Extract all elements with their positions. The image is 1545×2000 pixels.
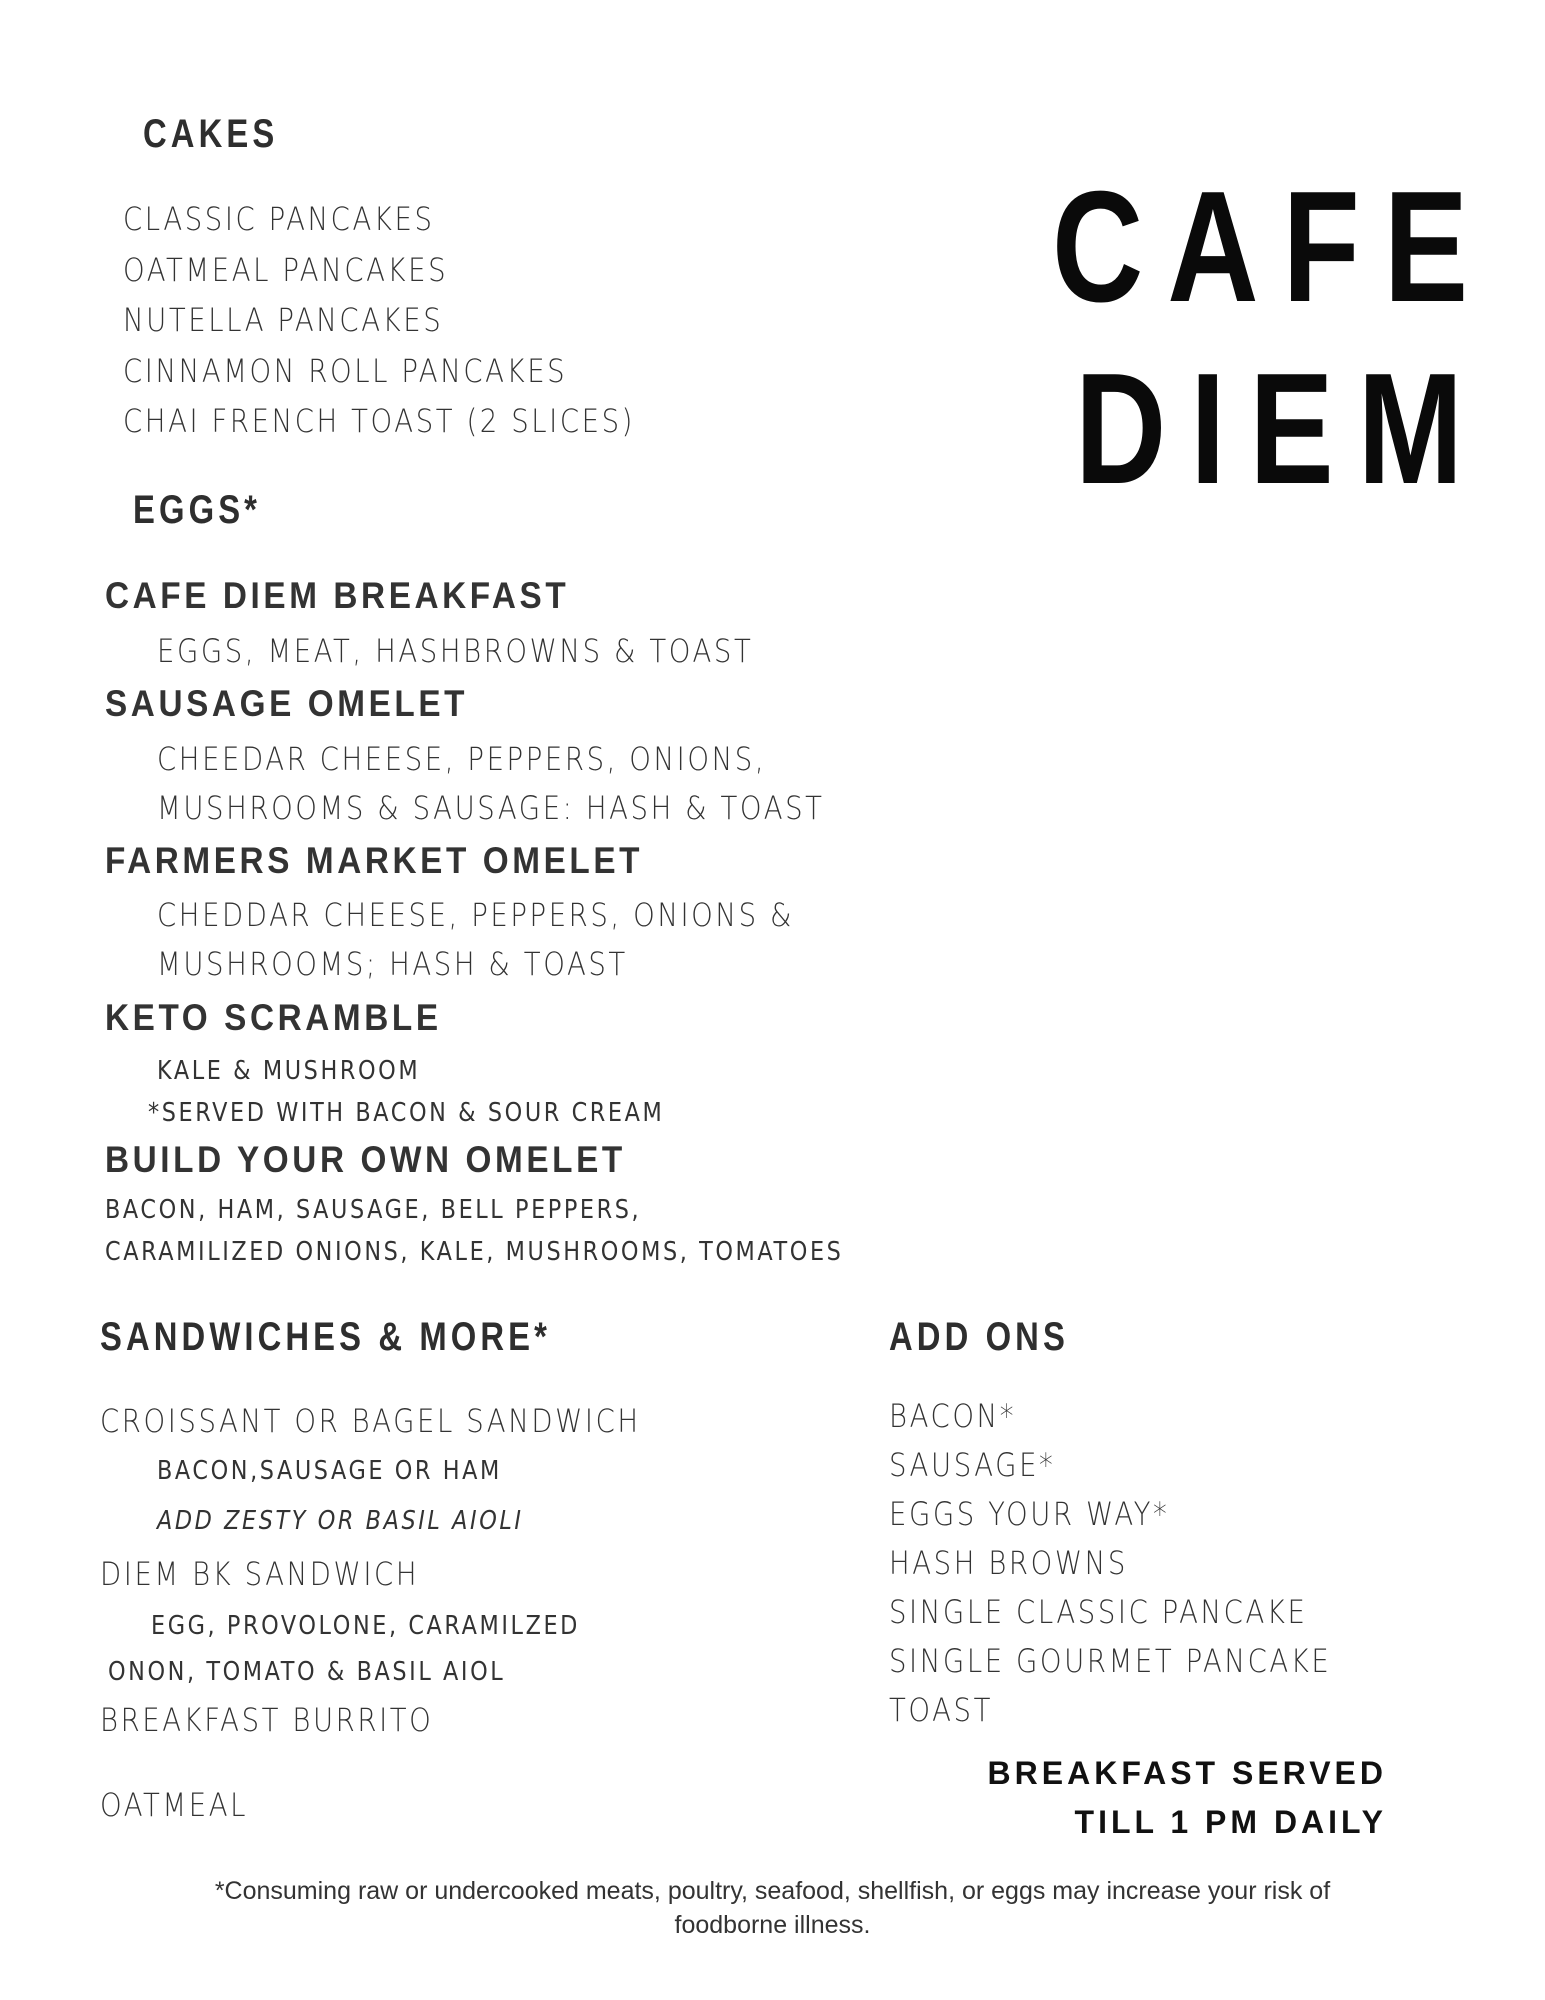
addon-item: TOAST: [889, 1691, 993, 1729]
dish-description: CHEEDAR CHEESE, PEPPERS, ONIONS,: [157, 740, 767, 778]
eggs-heading: EGGS*: [133, 488, 262, 532]
cakes-item: CINNAMON ROLL PANCAKES: [123, 352, 568, 390]
dish-description: BACON, HAM, SAUSAGE, BELL PEPPERS,: [105, 1195, 642, 1225]
sandwich-item: OATMEAL: [100, 1786, 249, 1824]
dish-description: CARAMILIZED ONIONS, KALE, MUSHROOMS, TOMATOES: [105, 1237, 844, 1267]
addons-heading: ADD ONS: [889, 1315, 1069, 1359]
addon-item: SINGLE GOURMET PANCAKE: [889, 1642, 1332, 1680]
dish-name: KETO SCRAMBLE: [105, 997, 442, 1038]
sandwich-option: ONON, TOMATO & BASIL AIOL: [108, 1657, 506, 1687]
addon-item: BACON*: [889, 1397, 1017, 1435]
addon-item: HASH BROWNS: [889, 1544, 1128, 1582]
sandwiches-heading: SANDWICHES & MORE*: [100, 1315, 552, 1359]
dish-name: SAUSAGE OMELET: [105, 683, 469, 724]
cakes-item: NUTELLA PANCAKES: [123, 301, 444, 339]
addon-item: SINGLE CLASSIC PANCAKE: [889, 1593, 1308, 1631]
brand-line-1: CAFE: [1052, 159, 1493, 335]
dish-name: BUILD YOUR OWN OMELET: [105, 1139, 626, 1180]
cakes-heading: CAKES: [143, 112, 279, 156]
served-notice-line-1: BREAKFAST SERVED: [987, 1755, 1387, 1791]
served-notice-line-2: TILL 1 PM DAILY: [1074, 1804, 1387, 1840]
cakes-item: OATMEAL PANCAKES: [123, 251, 449, 289]
sandwich-option: EGG, PROVOLONE, CARAMILZED: [151, 1611, 580, 1641]
brand-line-2: DIEM: [1075, 341, 1487, 517]
dish-description: *SERVED WITH BACON & SOUR CREAM: [148, 1098, 665, 1128]
dish-description: CHEDDAR CHEESE, PEPPERS, ONIONS &: [157, 896, 795, 934]
sandwich-addon: ADD ZESTY OR BASIL AIOLI: [157, 1506, 524, 1536]
dish-description: MUSHROOMS & SAUSAGE: HASH & TOAST: [157, 789, 825, 827]
dish-description: KALE & MUSHROOM: [157, 1056, 421, 1086]
sandwich-item: BREAKFAST BURRITO: [100, 1701, 434, 1739]
cakes-item: CLASSIC PANCAKES: [123, 200, 435, 238]
dish-name: FARMERS MARKET OMELET: [105, 840, 644, 881]
addon-item: SAUSAGE*: [889, 1446, 1056, 1484]
health-disclaimer: *Consuming raw or undercooked meats, poultry, seafood, shellfish, or eggs may increase your risk of foodborne illness.: [214, 1877, 1331, 1939]
sandwich-item: DIEM BK SANDWICH: [100, 1555, 420, 1593]
sandwich-option: BACON,SAUSAGE OR HAM: [157, 1456, 502, 1486]
dish-description: MUSHROOMS; HASH & TOAST: [157, 945, 628, 983]
addon-item: EGGS YOUR WAY*: [889, 1495, 1170, 1533]
dish-name: CAFE DIEM BREAKFAST: [105, 575, 570, 616]
dish-description: EGGS, MEAT, HASHBROWNS & TOAST: [157, 632, 754, 670]
sandwich-item: CROISSANT OR BAGEL SANDWICH: [100, 1402, 641, 1440]
cakes-item: CHAI FRENCH TOAST (2 SLICES): [123, 402, 635, 440]
